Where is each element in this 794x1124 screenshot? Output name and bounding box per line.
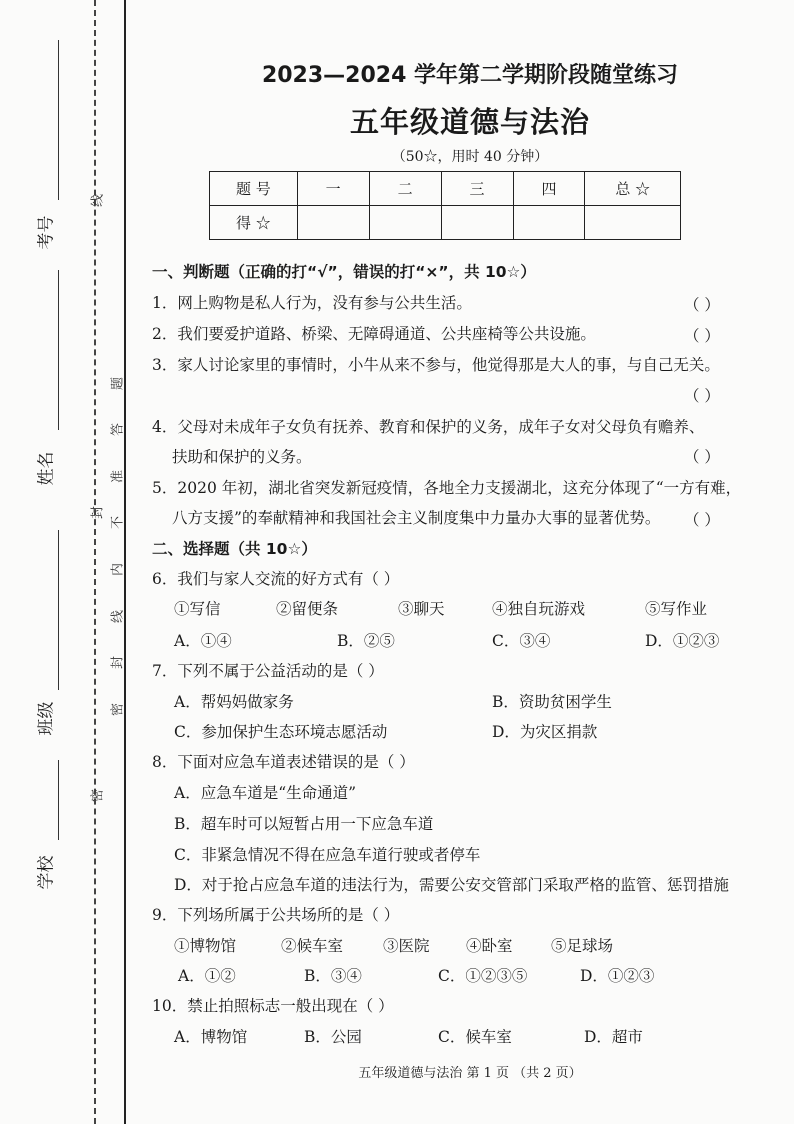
- q9-option-b[interactable]: B．③④: [304, 967, 362, 985]
- exam-subject-title: 五年级道德与法治: [349, 105, 590, 139]
- field-label-name: 姓名: [36, 451, 57, 486]
- q8-option-c[interactable]: C．非紧急情况不得在应急车道行驶或者停车: [174, 846, 481, 864]
- question-2: 2．我们要爱护道路、桥梁、无障碍通道、公共座椅等公共设施。: [152, 325, 596, 343]
- seal-char-left-2: 密: [90, 789, 106, 803]
- score-cell[interactable]: [369, 206, 441, 240]
- q9-option-d[interactable]: D．①②③: [580, 967, 655, 985]
- q6-item: ⑤写作业: [645, 600, 708, 618]
- score-cell[interactable]: [441, 206, 513, 240]
- answer-bracket-4[interactable]: （ ）: [684, 448, 720, 466]
- seal-char-5: 内: [110, 563, 126, 577]
- field-line-school: [58, 760, 59, 840]
- score-table-header-row: [210, 172, 681, 206]
- q9-option-c[interactable]: C．①②③⑤: [438, 967, 528, 985]
- q6-item: ④独自玩游戏: [492, 600, 586, 618]
- field-line-name: [58, 270, 59, 430]
- q8-option-d[interactable]: D．对于抢占应急车道的违法行为，需要公安交管部门采取严格的监管、惩罚措施: [174, 876, 729, 894]
- question-10: 10．禁止拍照标志一般出现在（ ）: [152, 997, 394, 1015]
- field-line-class: [58, 530, 59, 690]
- q9-item: ⑤足球场: [551, 937, 614, 955]
- q9-item: ③医院: [383, 937, 430, 955]
- q9-item: ①博物馆: [174, 937, 237, 955]
- question-3: 3．家人讨论家里的事情时，小牛从来不参与，他觉得那是大人的事，与自己无关。: [152, 356, 720, 374]
- seal-char-8: 密: [110, 703, 126, 717]
- q9-option-a[interactable]: A．①②: [178, 967, 236, 985]
- field-label-class: 班级: [36, 701, 57, 736]
- question-7: 7．下列不属于公益活动的是（ ）: [152, 662, 384, 680]
- field-label-exam-number: 考号: [36, 215, 57, 250]
- q7-option-b[interactable]: B．资助贫困学生: [492, 693, 612, 711]
- score-cell[interactable]: [297, 206, 369, 240]
- field-line-exam-number: [58, 40, 59, 200]
- question-4-line-2: 扶助和保护的义务。: [172, 448, 312, 466]
- score-row-label: 得 ☆: [210, 206, 298, 240]
- seal-char-1: 题: [110, 377, 126, 391]
- score-table-score-row: [210, 206, 681, 240]
- q6-item: ①写信: [174, 600, 221, 618]
- score-cell[interactable]: [513, 206, 585, 240]
- q6-option-c[interactable]: C．③④: [492, 632, 551, 650]
- score-header-cell: 二: [369, 172, 441, 206]
- question-5-line-1: 5．2020 年初，湖北省突发新冠疫情，各地全力支援湖北，这充分体现了“一方有难，: [152, 479, 742, 497]
- seal-char-2: 答: [110, 423, 126, 437]
- q6-option-a[interactable]: A．①④: [174, 632, 232, 650]
- score-header-cell: 总 ☆: [585, 172, 681, 206]
- exam-term-title: 2023—2024 学年第二学期阶段随堂练习: [261, 63, 679, 88]
- section-2-heading: 二、选择题（共 10☆）: [152, 540, 317, 558]
- question-6: 6．我们与家人交流的好方式有（ ）: [152, 570, 400, 588]
- seal-char-4: 不: [110, 516, 126, 530]
- field-label-school: 学校: [36, 855, 57, 890]
- cut-line: [94, 0, 96, 1124]
- q7-option-a[interactable]: A．帮妈妈做家务: [174, 693, 294, 711]
- score-header-cell: 三: [441, 172, 513, 206]
- q9-item: ④卧室: [466, 937, 513, 955]
- q6-item: ③聊天: [398, 600, 445, 618]
- q10-option-d[interactable]: D．超市: [584, 1028, 643, 1046]
- seal-char-top: 线: [90, 194, 106, 208]
- score-header-cell: 题 号: [210, 172, 298, 206]
- seal-char-3: 准: [110, 470, 126, 484]
- question-8: 8．下面对应急车道表述错误的是（ ）: [152, 753, 415, 771]
- seal-char-7: 封: [110, 656, 126, 670]
- seal-char-6: 线: [110, 610, 126, 624]
- q6-item: ②留便条: [276, 600, 339, 618]
- q10-option-c[interactable]: C．候车室: [438, 1028, 512, 1046]
- score-cell[interactable]: [585, 206, 681, 240]
- question-5-line-2: 八方支援”的奉献精神和我国社会主义制度集中力量办大事的显著优势。: [172, 509, 661, 527]
- score-header-cell: 四: [513, 172, 585, 206]
- q6-option-d[interactable]: D．①②③: [645, 632, 720, 650]
- question-4-line-1: 4．父母对未成年子女负有抚养、教育和保护的义务，成年子女对父母负有赡养、: [152, 418, 705, 436]
- q10-option-b[interactable]: B．公园: [304, 1028, 362, 1046]
- question-9: 9．下列场所属于公共场所的是（ ）: [152, 906, 400, 924]
- q8-option-a[interactable]: A．应急车道是“生命通道”: [174, 784, 357, 802]
- section-1-heading: 一、判断题（正确的打“√”，错误的打“×”，共 10☆）: [152, 263, 536, 281]
- exam-score-time: （50☆，用时 40 分钟）: [391, 149, 549, 165]
- q7-option-c[interactable]: C．参加保护生态环境志愿活动: [174, 723, 388, 741]
- q10-option-a[interactable]: A．博物馆: [174, 1028, 248, 1046]
- q9-item: ②候车室: [281, 937, 344, 955]
- answer-bracket-2[interactable]: （ ）: [684, 327, 720, 345]
- answer-bracket-1[interactable]: （ ）: [684, 296, 720, 314]
- score-table: [209, 171, 681, 240]
- q7-option-d[interactable]: D．为灾区捐款: [492, 723, 598, 741]
- page-footer: 五年级道德与法治 第 1 页 （共 2 页）: [358, 1066, 582, 1081]
- question-1: 1．网上购物是私人行为，没有参与公共生活。: [152, 294, 472, 312]
- answer-bracket-3[interactable]: （ ）: [684, 387, 720, 405]
- q8-option-b[interactable]: B．超车时可以短暂占用一下应急车道: [174, 815, 434, 833]
- answer-bracket-5[interactable]: （ ）: [684, 511, 720, 529]
- q6-option-b[interactable]: B．②⑤: [337, 632, 395, 650]
- seal-char-left-1: 封: [90, 506, 106, 520]
- score-header-cell: 一: [297, 172, 369, 206]
